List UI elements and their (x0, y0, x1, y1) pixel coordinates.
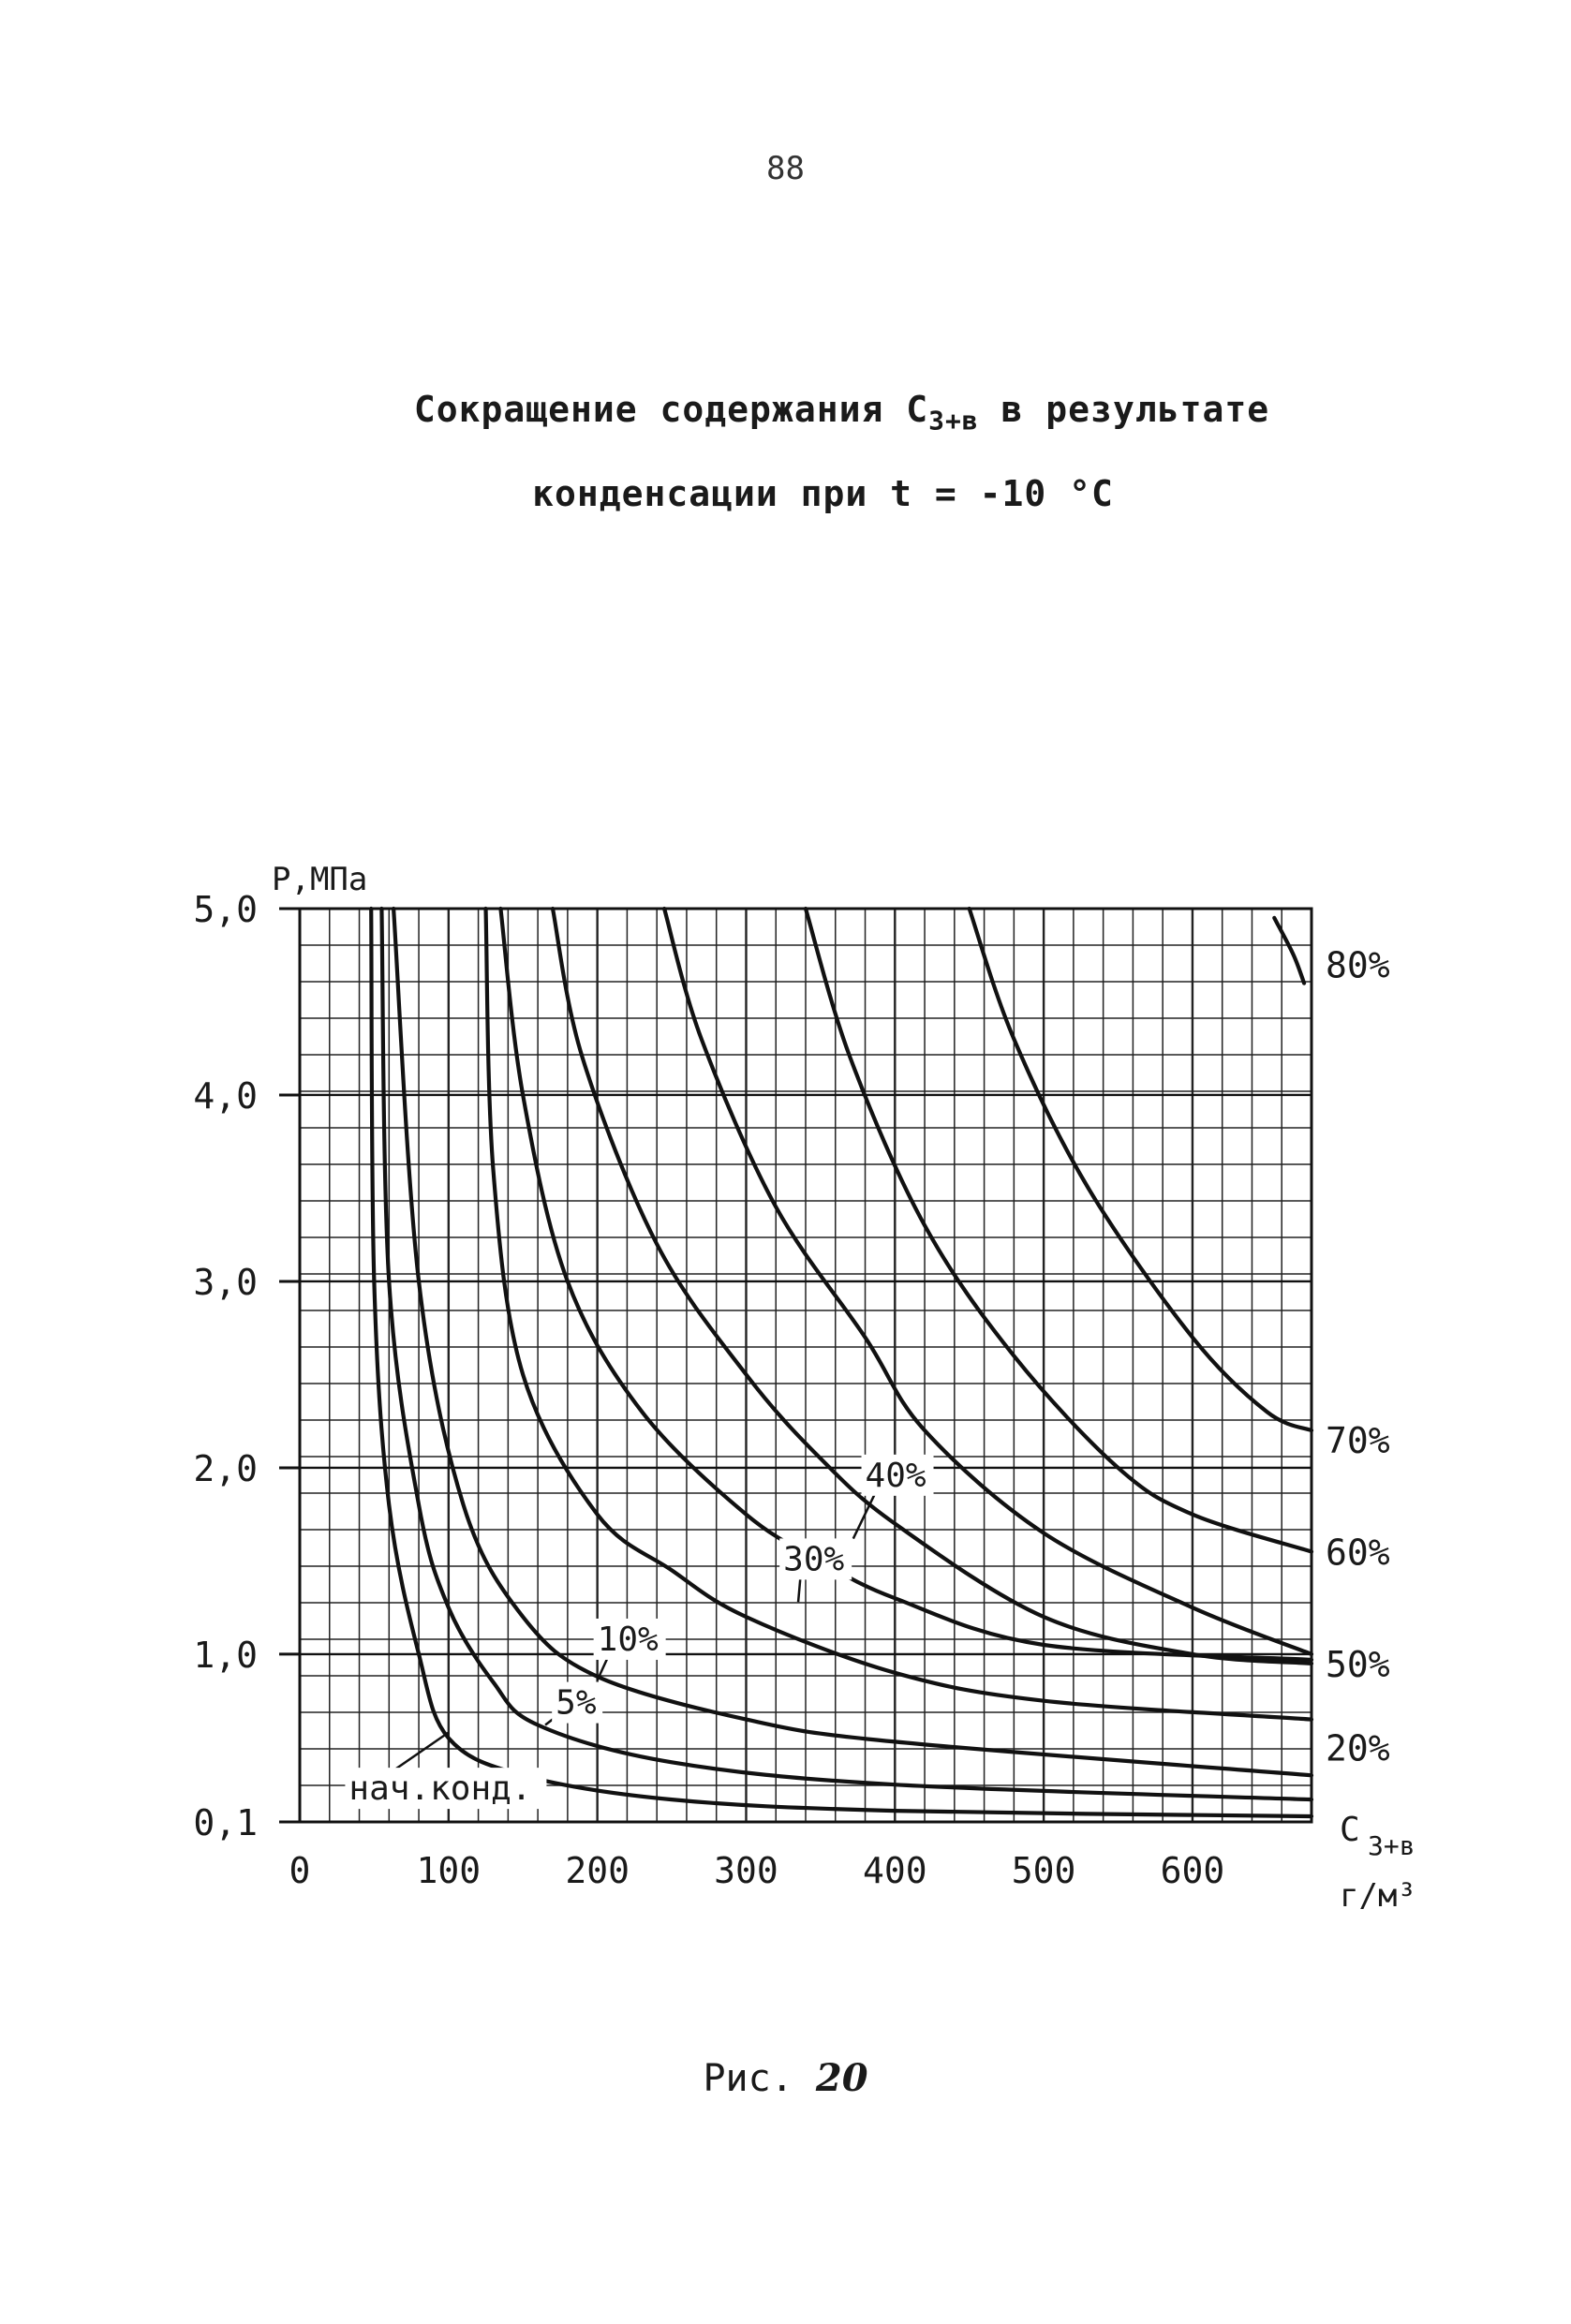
series-line-80 (1274, 918, 1304, 984)
series-line-10 (393, 909, 1312, 1775)
series-line-70 (970, 909, 1312, 1430)
y-axis-label: P,МПа (272, 861, 368, 898)
annotation-label: 40% (865, 1456, 926, 1495)
y-tick-label: 5,0 (193, 889, 258, 930)
x-tick-label: 400 (862, 1850, 927, 1891)
grid (300, 909, 1312, 1822)
annotation-label: 10% (597, 1620, 659, 1659)
figure-caption (0, 2056, 1571, 2100)
caption-prefix: Рис. (703, 2057, 816, 2100)
x-axis-unit: г/м³ (1340, 1877, 1416, 1915)
x-tick-label: 600 (1160, 1850, 1225, 1891)
page-number: 88 (766, 150, 805, 187)
y-tick-label: 2,0 (193, 1447, 258, 1489)
right-label: 20% (1326, 1727, 1390, 1769)
series-line- (371, 909, 1312, 1816)
series-line-30 (500, 909, 1312, 1660)
series-group (371, 909, 1312, 1816)
x-tick-label: 0 (289, 1850, 311, 1891)
annotation-label: 5% (556, 1683, 597, 1723)
y-tick-label: 4,0 (193, 1074, 258, 1117)
y-tick-label: 3,0 (193, 1261, 258, 1303)
right-label: 70% (1326, 1420, 1390, 1462)
x-tick-label: 200 (565, 1850, 630, 1891)
right-label: 60% (1326, 1532, 1390, 1574)
caption-number: 20 (815, 2056, 868, 2100)
labels-group (345, 945, 1389, 1809)
x-axis-label-sub: 3+в (1368, 1830, 1415, 1861)
series-line-40 (553, 909, 1312, 1664)
right-label: 50% (1326, 1643, 1390, 1685)
x-tick-label: 100 (416, 1850, 482, 1891)
title-subscript: 3+в (928, 405, 979, 437)
right-label: 80% (1326, 944, 1390, 986)
title-suffix: в результате (978, 389, 1270, 430)
x-tick-label: 300 (714, 1850, 778, 1891)
x-axis-label: С (1340, 1811, 1360, 1849)
y-tick-label: 0,1 (193, 1802, 258, 1843)
y-tick-label: 1,0 (193, 1634, 258, 1676)
annotation-label: 30% (783, 1540, 845, 1579)
x-tick-label: 500 (1011, 1850, 1076, 1891)
chart-title-line2: конденсации при t = -10 °C (532, 473, 1114, 514)
title-prefix: Сокращение содержания С (413, 389, 929, 430)
annotation-label: нач.конд. (348, 1769, 532, 1809)
